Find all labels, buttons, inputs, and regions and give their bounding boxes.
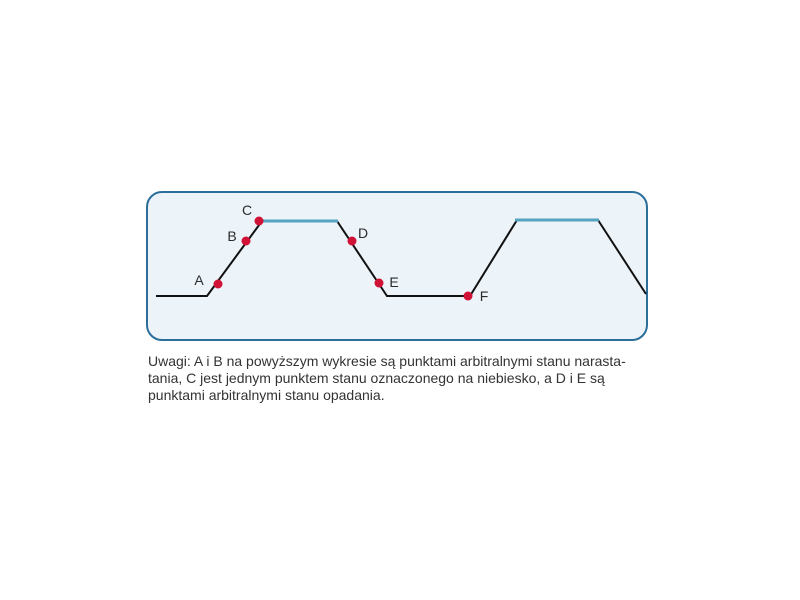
point-f-marker xyxy=(464,292,473,301)
caption-line-1: Uwagi: A i B na powyższym wykresie są punktami arbitralnymi stanu narasta- xyxy=(148,353,626,369)
point-a-marker xyxy=(214,280,223,289)
point-e-label: E xyxy=(389,274,399,290)
caption xyxy=(148,353,668,404)
point-c-label: C xyxy=(241,202,253,218)
point-d-marker xyxy=(348,237,357,246)
point-c-marker xyxy=(255,217,264,226)
point-a-label: A xyxy=(194,272,204,288)
point-e-marker xyxy=(375,279,384,288)
point-d-label: D xyxy=(357,225,369,241)
waveform-diagram xyxy=(146,191,648,341)
point-f-label: F xyxy=(479,288,489,304)
point-b-label: B xyxy=(227,228,237,244)
caption-line-3: punktami arbitralnymi stanu opadania. xyxy=(148,387,385,403)
point-b-marker xyxy=(242,237,251,246)
caption-line-2: tania, C jest jednym punktem stanu oznaczonego na niebiesko, a D i E są xyxy=(148,370,605,386)
